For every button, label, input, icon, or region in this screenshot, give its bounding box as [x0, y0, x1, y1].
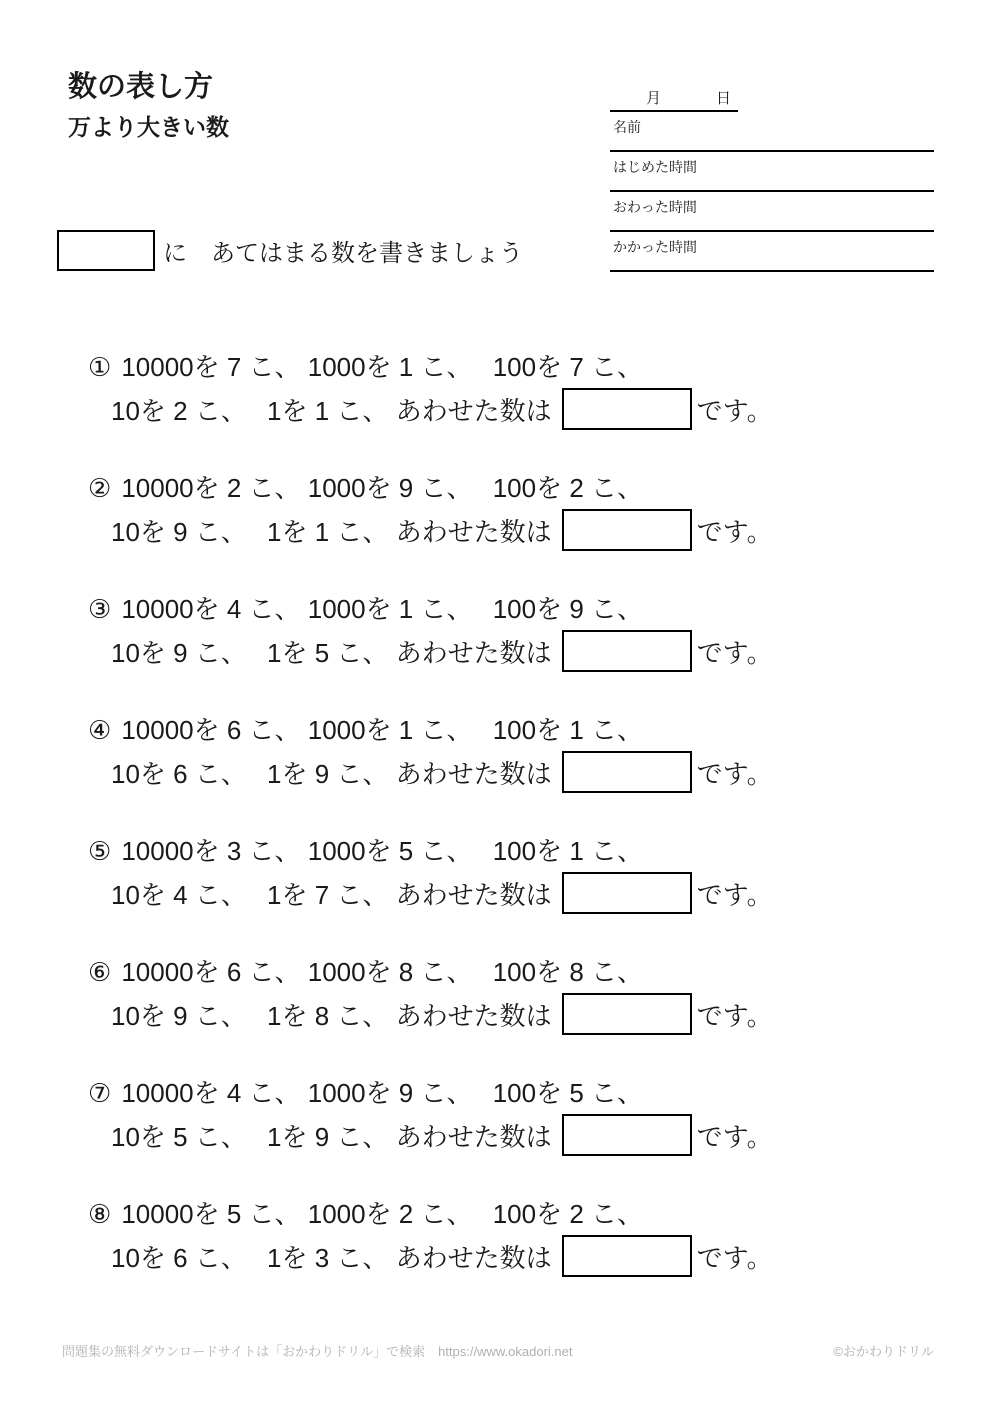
- answer-input-box[interactable]: [562, 509, 692, 551]
- name-field-row: [610, 112, 934, 152]
- problem-line-1: [88, 467, 908, 509]
- problem-number: ②: [88, 473, 112, 503]
- start-time-label: はじめた時間: [613, 159, 697, 175]
- problem-item: [88, 1072, 908, 1156]
- problem-text-line2: 10を 6 こ、 1を 9 こ、 あわせた数は: [111, 758, 552, 789]
- problem-line-1: [88, 346, 908, 388]
- problem-number: ⑦: [88, 1078, 112, 1108]
- page-title: 数の表し方: [68, 71, 214, 103]
- problem-number: ④: [88, 715, 112, 745]
- answer-input-box[interactable]: [562, 1235, 692, 1277]
- day-label: 日: [716, 90, 732, 107]
- problem-item: [88, 467, 908, 551]
- answer-input-box[interactable]: [562, 993, 692, 1035]
- problem-line-2: [88, 630, 908, 672]
- problem-text-line1: 10000を 6 こ、 1000を 1 こ、 100を 1 こ、: [121, 715, 644, 745]
- answer-input-box[interactable]: [562, 1114, 692, 1156]
- problem-line-1: [88, 588, 908, 630]
- problem-suffix: です。: [696, 516, 773, 547]
- problem-text-line1: 10000を 5 こ、 1000を 2 こ、 100を 2 こ、: [121, 1199, 644, 1229]
- date-row: [610, 82, 738, 112]
- answer-input-box[interactable]: [562, 751, 692, 793]
- problem-item: [88, 588, 908, 672]
- problem-suffix: です。: [696, 1242, 773, 1273]
- example-answer-box: [57, 230, 155, 271]
- problem-suffix: です。: [696, 1121, 773, 1152]
- footer-search-hint: 問題集の無料ダウンロードサイトは「おかわりドリル」で検索 https://www.okadori.net: [62, 1344, 573, 1359]
- end-time-label: おわった時間: [613, 199, 697, 215]
- footer-copyright: ©おかわりドリル: [833, 1344, 934, 1359]
- problem-item: [88, 830, 908, 914]
- problem-text-line2: 10を 9 こ、 1を 1 こ、 あわせた数は: [111, 516, 552, 547]
- answer-input-box[interactable]: [562, 388, 692, 430]
- problem-number: ①: [88, 352, 112, 382]
- month-label: 月: [646, 90, 662, 107]
- problem-text-line1: 10000を 4 こ、 1000を 9 こ、 100を 5 こ、: [121, 1078, 644, 1108]
- problem-text-line2: 10を 2 こ、 1を 1 こ、 あわせた数は: [111, 395, 552, 426]
- problem-item: [88, 1193, 908, 1277]
- problem-text-line1: 10000を 2 こ、 1000を 9 こ、 100を 2 こ、: [121, 473, 644, 503]
- problem-text-line1: 10000を 3 こ、 1000を 5 こ、 100を 1 こ、: [121, 836, 644, 866]
- problem-line-2: [88, 509, 908, 551]
- instruction-text: に あてはまる数を書きましょう: [163, 240, 523, 267]
- page-subtitle: 万より大きい数: [68, 113, 229, 140]
- problem-text-line2: 10を 4 こ、 1を 7 こ、 あわせた数は: [111, 879, 552, 910]
- problem-line-2: [88, 993, 908, 1035]
- problem-line-2: [88, 872, 908, 914]
- problems-list: [88, 346, 908, 1314]
- problem-line-2: [88, 751, 908, 793]
- problem-number: ⑧: [88, 1199, 112, 1229]
- problem-item: [88, 346, 908, 430]
- problem-text-line1: 10000を 4 こ、 1000を 1 こ、 100を 9 こ、: [121, 594, 644, 624]
- problem-text-line1: 10000を 7 こ、 1000を 1 こ、 100を 7 こ、: [121, 352, 644, 382]
- problem-line-1: [88, 709, 908, 751]
- problem-suffix: です。: [696, 1000, 773, 1031]
- problem-text-line2: 10を 6 こ、 1を 3 こ、 あわせた数は: [111, 1242, 552, 1273]
- problem-number: ③: [88, 594, 112, 624]
- problem-suffix: です。: [696, 637, 773, 668]
- problem-line-1: [88, 951, 908, 993]
- elapsed-time-row: [610, 232, 934, 272]
- problem-line-1: [88, 830, 908, 872]
- problem-suffix: です。: [696, 879, 773, 910]
- start-time-row: [610, 152, 934, 192]
- name-time-table: [610, 82, 934, 272]
- name-label: 名前: [613, 119, 641, 135]
- answer-input-box[interactable]: [562, 872, 692, 914]
- problem-text-line2: 10を 9 こ、 1を 8 こ、 あわせた数は: [111, 1000, 552, 1031]
- problem-item: [88, 709, 908, 793]
- problem-number: ⑤: [88, 836, 112, 866]
- header-titles: [68, 70, 229, 141]
- problem-text-line2: 10を 5 こ、 1を 9 こ、 あわせた数は: [111, 1121, 552, 1152]
- problem-line-1: [88, 1072, 908, 1114]
- problem-line-2: [88, 388, 908, 430]
- answer-input-box[interactable]: [562, 630, 692, 672]
- problem-item: [88, 951, 908, 1035]
- elapsed-time-label: かかった時間: [613, 239, 697, 255]
- page-footer: [0, 1341, 1000, 1361]
- end-time-row: [610, 192, 934, 232]
- problem-text-line1: 10000を 6 こ、 1000を 8 こ、 100を 8 こ、: [121, 957, 644, 987]
- problem-suffix: です。: [696, 758, 773, 789]
- problem-line-2: [88, 1114, 908, 1156]
- problem-line-1: [88, 1193, 908, 1235]
- instruction-row: [57, 230, 523, 271]
- problem-text-line2: 10を 9 こ、 1を 5 こ、 あわせた数は: [111, 637, 552, 668]
- problem-number: ⑥: [88, 957, 112, 987]
- problem-suffix: です。: [696, 395, 773, 426]
- problem-line-2: [88, 1235, 908, 1277]
